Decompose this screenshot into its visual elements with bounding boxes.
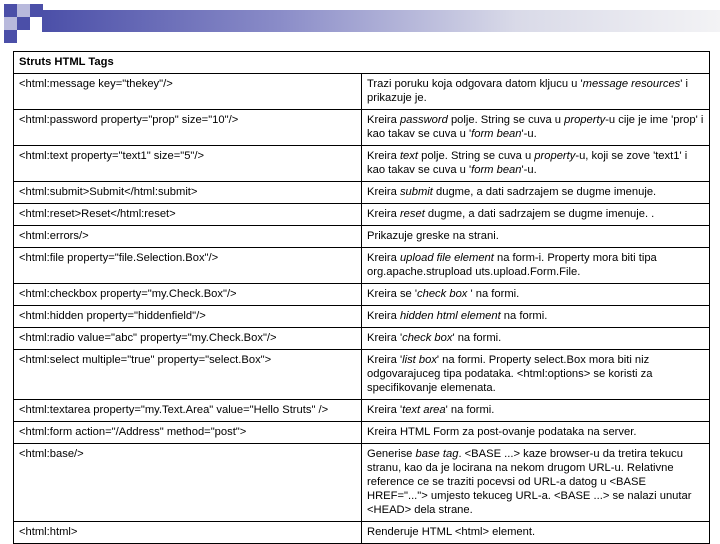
tag-cell: <html:form action="/Address" method="post"> [14, 422, 362, 444]
description-text: Kreira [367, 310, 400, 322]
description-text: '-u. [521, 164, 537, 176]
description-text: -u, koji se zove 'text1' i kao takav se cuva u ' [367, 150, 688, 176]
header-decoration [0, 0, 720, 40]
deco-square [4, 17, 17, 30]
description-cell [362, 328, 710, 350]
tag-cell: <html:submit>Submit</html:submit> [14, 182, 362, 204]
description-text: Kreira ' [367, 332, 403, 344]
description-text: Kreira HTML Form za post-ovanje podataka na server. [367, 426, 637, 438]
table-row [14, 146, 710, 182]
description-text: polje. String se cuva u [418, 150, 535, 162]
tag-cell: <html:reset>Reset</html:reset> [14, 204, 362, 226]
description-text: Prikazuje greske na strani. [367, 230, 499, 242]
description-text: Kreira ' [367, 404, 403, 416]
tag-cell: <html:radio value="abc" property="my.Check.Box"/> [14, 328, 362, 350]
description-emphasis: property [534, 150, 576, 162]
tag-cell: <html:textarea property="my.Text.Area" value="Hello Struts" /> [14, 400, 362, 422]
description-emphasis: form bean [471, 164, 522, 176]
table-row [14, 74, 710, 110]
description-emphasis: message resources [582, 78, 681, 90]
description-text: Trazi poruku koja odgovara datom kljucu u ' [367, 78, 583, 90]
description-text: Kreira se ' [367, 288, 418, 300]
description-cell [362, 284, 710, 306]
tag-cell: <html:checkbox property="my.Check.Box"/> [14, 284, 362, 306]
description-emphasis: submit [399, 186, 433, 198]
description-text: Renderuje HTML <html> element. [367, 526, 536, 538]
description-cell [362, 110, 710, 146]
tag-cell: <html:password property="prop" size="10"/> [14, 110, 362, 146]
description-text: ' na formi. [467, 288, 520, 300]
deco-square [4, 4, 17, 17]
description-emphasis: hidden html element [399, 310, 501, 322]
description-cell [362, 74, 710, 110]
tag-cell: <html:hidden property="hiddenfield"/> [14, 306, 362, 328]
description-cell [362, 182, 710, 204]
description-text: ' i prikazuje je. [367, 78, 688, 104]
description-cell [362, 400, 710, 422]
table-title-row [14, 52, 710, 74]
description-text: Kreira ' [367, 354, 403, 366]
description-text: -u cije je ime 'prop' i kao takav se cuva u ' [367, 114, 704, 140]
description-text: '-u. [521, 128, 537, 140]
table-row [14, 182, 710, 204]
description-emphasis: upload file element [399, 252, 494, 264]
description-text: Generise [367, 448, 416, 460]
description-cell [362, 350, 710, 400]
description-cell [362, 226, 710, 248]
tag-cell: <html:message key="thekey"/> [14, 74, 362, 110]
description-emphasis: reset [399, 208, 425, 220]
tag-cell: <html:base/> [14, 444, 362, 522]
table-row [14, 204, 710, 226]
description-text: na formi. [500, 310, 548, 322]
description-cell [362, 248, 710, 284]
tag-cell: <html:select multiple="true" property="select.Box"> [14, 350, 362, 400]
description-text: dugme, a dati sadrzajem se dugme imenuje. [432, 186, 657, 198]
table-row [14, 110, 710, 146]
tag-cell: <html:file property="file.Selection.Box"/> [14, 248, 362, 284]
tag-cell: <html:text property="text1" size="5"/> [14, 146, 362, 182]
description-cell [362, 444, 710, 522]
description-emphasis: base tag [415, 448, 459, 460]
table-row [14, 422, 710, 444]
description-text: ' na formi. Property select.Box mora biti niz odgovarajuceg tipa podataka. <html:options> se koristi za specifikovanje elemenata. [367, 354, 653, 394]
description-emphasis: password [399, 114, 448, 126]
header-gradient-bar [42, 10, 720, 32]
description-cell [362, 146, 710, 182]
table-row [14, 522, 710, 544]
description-emphasis: check box [417, 288, 468, 300]
description-text: polje. String se cuva u [447, 114, 565, 126]
description-cell [362, 422, 710, 444]
table-row [14, 248, 710, 284]
description-text: Kreira [367, 150, 400, 162]
description-text: . <BASE ...> kaze browser-u da tretira tekucu stranu, kao da je locirana na nekom drugom URL-u. Relativne reference ce se traziti pocevsi od URL-a datog u <BASE HREF="..."> umjesto tekuceg URL-a. <BASE ...> se nalazi unutar <HEAD> dela strane. [367, 448, 692, 516]
deco-square [17, 30, 30, 43]
description-cell [362, 522, 710, 544]
description-text: ' na formi. [452, 332, 502, 344]
description-text: Kreira [367, 208, 400, 220]
table-row [14, 226, 710, 248]
table-row [14, 328, 710, 350]
description-text: Kreira [367, 252, 400, 264]
description-cell [362, 204, 710, 226]
table-row [14, 350, 710, 400]
tag-cell: <html:errors/> [14, 226, 362, 248]
description-text: Kreira [367, 114, 400, 126]
table-row [14, 284, 710, 306]
description-text: Kreira [367, 186, 400, 198]
table-row [14, 400, 710, 422]
description-emphasis: text [399, 150, 418, 162]
description-text: na form-i. Property mora biti tipa org.apache.strupload uts.upload.Form.File. [367, 252, 657, 278]
deco-square [17, 4, 30, 17]
description-emphasis: list box [402, 354, 437, 366]
deco-square [4, 30, 17, 43]
table-row [14, 444, 710, 522]
tag-cell: <html:html> [14, 522, 362, 544]
description-emphasis: check box [402, 332, 453, 344]
description-text: ' na formi. [445, 404, 495, 416]
description-text: dugme, a dati sadrzajem se dugme imenuje. . [424, 208, 655, 220]
table-title: Struts HTML Tags [14, 52, 710, 74]
table-row [14, 306, 710, 328]
description-cell [362, 306, 710, 328]
description-emphasis: text area [402, 404, 446, 416]
description-emphasis: form bean [471, 128, 522, 140]
description-emphasis: property [564, 114, 606, 126]
struts-tags-table [13, 51, 710, 544]
deco-square [17, 17, 30, 30]
